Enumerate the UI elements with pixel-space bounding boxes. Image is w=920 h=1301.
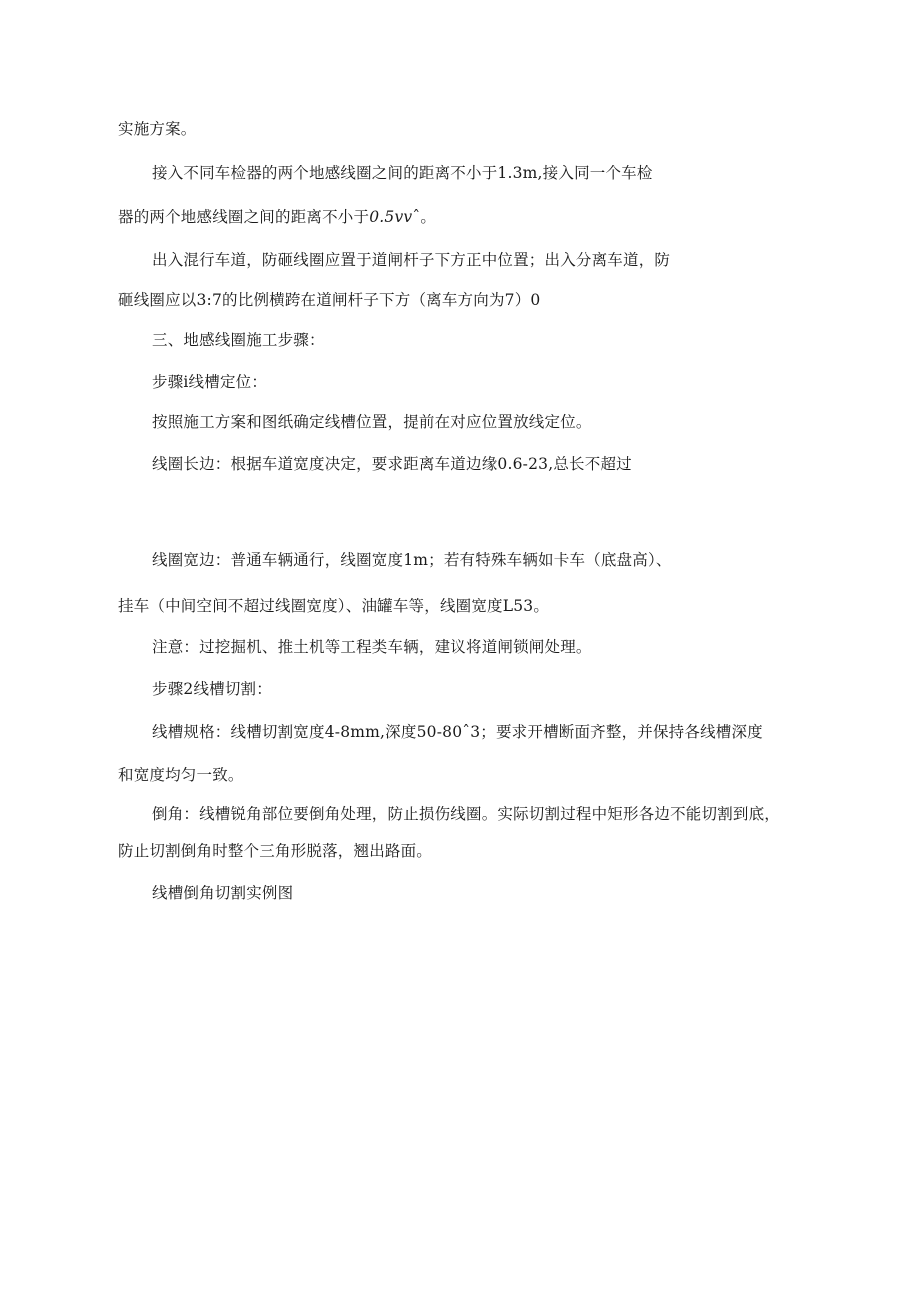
text-segment: 器的两个地感线圈之间的距离不小于 <box>118 208 370 226</box>
text-line: 线圈宽边：普通车辆通行，线圈宽度1m；若有特殊车辆如卡车（底盘高）、 <box>152 551 672 569</box>
note-line: 注意：过挖掘机、推土机等工程类车辆，建议将道闸锁闸处理。 <box>152 638 592 656</box>
figure-caption: 线槽倒角切割实例图 <box>152 884 294 902</box>
text-line: 挂车（中间空间不超过线圈宽度）、油罐车等，线圈宽度L53。 <box>118 597 550 615</box>
text-line: 出入混行车道，防砸线圈应置于道闸杆子下方正中位置；出入分离车道，防 <box>152 251 671 269</box>
text-segment: ˆ。 <box>412 208 437 226</box>
step-heading: 步骤i线槽定位： <box>152 373 268 391</box>
text-line: 线圈长边：根据车道宽度决定，要求距离车道边缘0.6-23,总长不超过 <box>152 455 632 473</box>
italic-value: 0.5vv <box>369 208 413 226</box>
text-line: 防止切割倒角时整个三角形脱落，翘出路面。 <box>118 842 433 860</box>
text-line: 倒角：线槽锐角部位要倒角处理，防止损伤线圈。实际切割过程中矩形各边不能切割到底， <box>152 805 781 823</box>
text-line: 线槽规格：线槽切割宽度4-8mm,深度50-80ˆ3；要求开槽断面齐整，并保持各线槽深度 <box>152 723 763 741</box>
text-line: 实施方案。 <box>118 120 197 138</box>
text-line: 砸线圈应以3:7的比例横跨在道闸杆子下方（离车方向为7）0 <box>118 291 541 309</box>
text-line-with-formula <box>118 207 436 227</box>
text-line: 和宽度均匀一致。 <box>118 766 244 784</box>
text-line: 按照施工方案和图纸确定线槽位置，提前在对应位置放线定位。 <box>152 413 592 431</box>
text-line: 接入不同车检器的两个地感线圈之间的距离不小于1.3m,接入同一个车检 <box>152 164 653 182</box>
section-heading: 三、地感线圈施工步骤： <box>152 331 325 349</box>
step-heading: 步骤2线槽切割： <box>152 680 272 698</box>
